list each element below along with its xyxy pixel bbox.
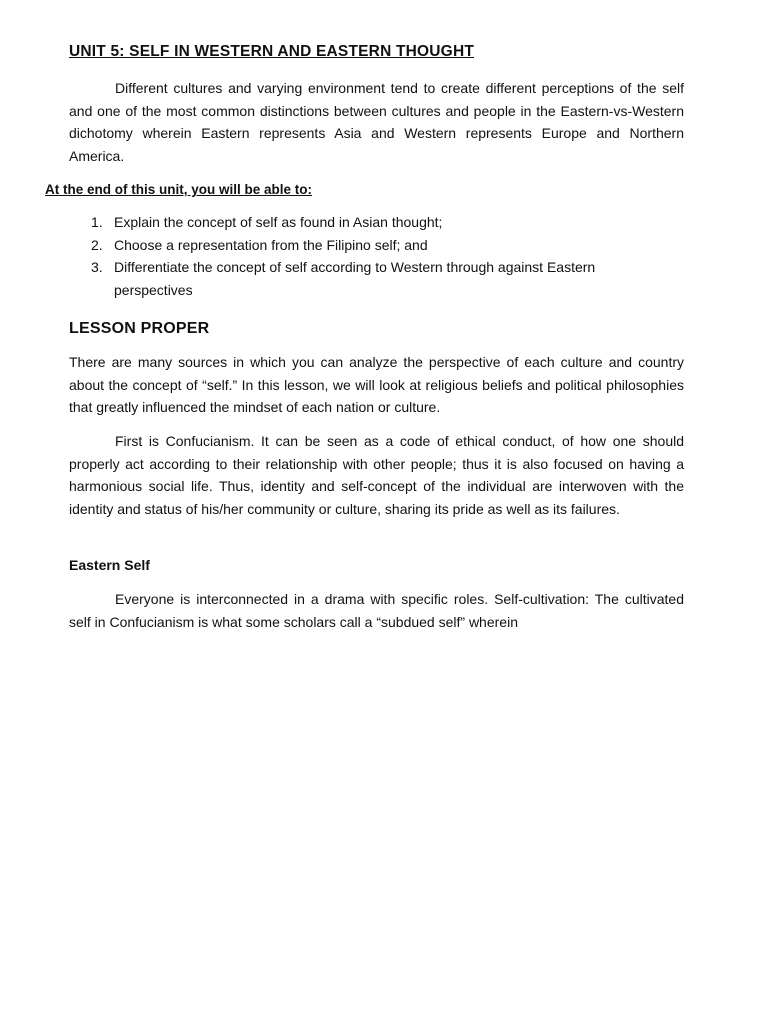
eastern-self-heading: Eastern Self bbox=[69, 557, 150, 573]
objective-number: 1. bbox=[91, 214, 103, 230]
confucianism-paragraph: First is Confucianism. It can be seen as a code of ethical conduct, of how one should properly act according to their relationship with other people; thus it is also focused on having a harmonious social life. Thus, identity and self-concept of the individual are interwoven with the identity and status of his/her community or culture, sharing its pride as well as its failures. bbox=[69, 433, 684, 517]
objective-text: Choose a representation from the Filipino self; and bbox=[114, 236, 428, 253]
objective-item bbox=[88, 256, 648, 301]
objective-item bbox=[88, 211, 648, 234]
objectives-list bbox=[88, 211, 648, 301]
objective-number: 3. bbox=[91, 259, 103, 276]
objective-item bbox=[88, 234, 648, 257]
objectives-heading: At the end of this unit, you will be able to: bbox=[45, 182, 312, 197]
lesson-proper-heading: LESSON PROPER bbox=[69, 320, 210, 337]
lesson-paragraph-1: There are many sources in which you can analyze the perspective of each culture and country about the concept of “self.” In this lesson, we will look at religious beliefs and political philosophies that greatly influenced the mindset of each nation or culture. bbox=[69, 354, 684, 416]
intro-paragraph: Different cultures and varying environment tend to create different perceptions of the self and one of the most common distinctions between cultures and people in the Eastern-vs-Western dichotomy wherein Eastern represents Asia and Western represents Europe and Northern America. bbox=[69, 80, 684, 164]
objective-text: Differentiate the concept of self according to Western through against Eastern perspectives bbox=[114, 259, 596, 298]
objective-number: 2. bbox=[91, 236, 103, 253]
objective-text: Explain the concept of self as found in Asian thought; bbox=[114, 214, 443, 230]
unit-title: UNIT 5: SELF IN WESTERN AND EASTERN THOUGHT bbox=[69, 43, 475, 60]
eastern-self-paragraph: Everyone is interconnected in a drama with specific roles. Self-cultivation: The cultivated self in Confucianism is what some scholars call a “subdued self” wherein bbox=[69, 591, 684, 630]
